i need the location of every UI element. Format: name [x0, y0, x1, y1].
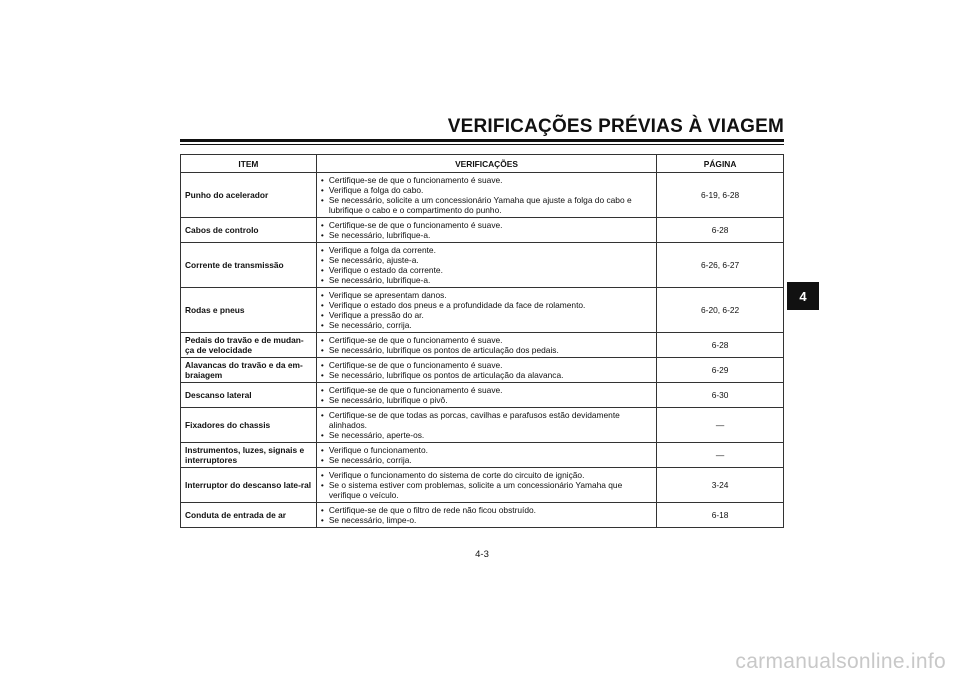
page-reference-cell: 6-19, 6-28: [657, 173, 784, 218]
table-row: [181, 503, 784, 528]
page-reference-cell: 6-18: [657, 503, 784, 528]
page-reference-cell: 6-30: [657, 383, 784, 408]
check-item: • Certifique-se de que o filtro de rede não ficou obstruído.: [321, 505, 652, 515]
item-cell: Pedais do travão e de mudan-ça de velocidade: [181, 333, 317, 358]
header-page: PÁGINA: [657, 155, 784, 173]
page-reference-cell: —: [657, 408, 784, 443]
check-item: • Se necessário, limpe-o.: [321, 515, 652, 525]
check-item: • Verifique a folga da corrente.: [321, 245, 652, 255]
check-item: • Se necessário, lubrifique o pivô.: [321, 395, 652, 405]
table-row: [181, 243, 784, 288]
check-list: [321, 220, 652, 240]
check-item: • Verifique o funcionamento do sistema de corte do circuito de ignição.: [321, 470, 652, 480]
checks-cell: [316, 173, 656, 218]
checks-cell: [316, 243, 656, 288]
checks-cell: [316, 503, 656, 528]
table-row: [181, 383, 784, 408]
table-row: [181, 468, 784, 503]
table-row: [181, 408, 784, 443]
item-cell: Rodas e pneus: [181, 288, 317, 333]
checks-cell: [316, 358, 656, 383]
table-row: [181, 333, 784, 358]
page-reference-cell: 6-28: [657, 218, 784, 243]
check-item: • Se necessário, solicite a um concessionário Yamaha que ajuste a folga do cabo e lubrifique o cabo e o compartimento do punho.: [321, 195, 652, 215]
watermark: carmanualsonline.info: [735, 650, 946, 673]
check-list: [321, 385, 652, 405]
checks-cell: [316, 408, 656, 443]
check-item: • Se necessário, lubrifique os pontos de articulação da alavanca.: [321, 370, 652, 380]
item-cell: Interruptor do descanso late-ral: [181, 468, 317, 503]
pre-ride-checklist-table: [180, 154, 784, 528]
check-item: • Certifique-se de que o funcionamento é suave.: [321, 335, 652, 345]
table-header-row: [181, 155, 784, 173]
page-reference-cell: 6-20, 6-22: [657, 288, 784, 333]
title-rule-thick: [180, 139, 784, 142]
check-item: • Verifique a pressão do ar.: [321, 310, 652, 320]
check-item: • Se necessário, corrija.: [321, 320, 652, 330]
item-cell: Cabos de controlo: [181, 218, 317, 243]
check-item: • Se necessário, lubrifique-a.: [321, 275, 652, 285]
checks-cell: [316, 443, 656, 468]
chapter-tab: 4: [787, 282, 819, 310]
item-cell: Conduta de entrada de ar: [181, 503, 317, 528]
check-list: [321, 360, 652, 380]
header-checks: VERIFICAÇÕES: [316, 155, 656, 173]
page-reference-cell: —: [657, 443, 784, 468]
check-item: • Certifique-se de que todas as porcas, cavilhas e parafusos estão devidamente alinhados.: [321, 410, 652, 430]
check-list: [321, 245, 652, 285]
title-rule-thin: [180, 144, 784, 145]
item-cell: Alavancas do travão e da em-braiagem: [181, 358, 317, 383]
table-row: [181, 173, 784, 218]
item-cell: Fixadores do chassis: [181, 408, 317, 443]
check-item: • Certifique-se de que o funcionamento é suave.: [321, 360, 652, 370]
table-row: [181, 218, 784, 243]
check-item: • Se necessário, ajuste-a.: [321, 255, 652, 265]
check-item: • Se necessário, lubrifique os pontos de articulação dos pedais.: [321, 345, 652, 355]
page-reference-cell: 3-24: [657, 468, 784, 503]
check-item: • Verifique se apresentam danos.: [321, 290, 652, 300]
check-list: [321, 335, 652, 355]
check-item: • Verifique o estado da corrente.: [321, 265, 652, 275]
page-number: 4-3: [475, 549, 489, 560]
table-row: [181, 358, 784, 383]
page-reference-cell: 6-29: [657, 358, 784, 383]
item-cell: Corrente de transmissão: [181, 243, 317, 288]
table-row: [181, 443, 784, 468]
check-list: [321, 445, 652, 465]
check-list: [321, 505, 652, 525]
page-title: VERIFICAÇÕES PRÉVIAS À VIAGEM: [447, 116, 784, 137]
check-item: • Se necessário, corrija.: [321, 455, 652, 465]
checks-cell: [316, 333, 656, 358]
checks-cell: [316, 468, 656, 503]
checks-cell: [316, 383, 656, 408]
check-item: • Certifique-se de que o funcionamento é suave.: [321, 175, 652, 185]
item-cell: Descanso lateral: [181, 383, 317, 408]
item-cell: Punho do acelerador: [181, 173, 317, 218]
table-body: [181, 173, 784, 528]
check-item: • Verifique o estado dos pneus e a profundidade da face de rolamento.: [321, 300, 652, 310]
check-list: [321, 175, 652, 215]
check-item: • Se necessário, aperte-os.: [321, 430, 652, 440]
check-list: [321, 470, 652, 500]
check-item: • Certifique-se de que o funcionamento é suave.: [321, 220, 652, 230]
check-list: [321, 290, 652, 330]
page-reference-cell: 6-26, 6-27: [657, 243, 784, 288]
check-item: • Verifique o funcionamento.: [321, 445, 652, 455]
header-item: ITEM: [181, 155, 317, 173]
check-item: • Certifique-se de que o funcionamento é suave.: [321, 385, 652, 395]
check-item: • Se necessário, lubrifique-a.: [321, 230, 652, 240]
item-cell: Instrumentos, luzes, signais e interruptores: [181, 443, 317, 468]
check-item: • Verifique a folga do cabo.: [321, 185, 652, 195]
check-list: [321, 410, 652, 440]
page-reference-cell: 6-28: [657, 333, 784, 358]
checks-cell: [316, 288, 656, 333]
checks-cell: [316, 218, 656, 243]
check-item: • Se o sistema estiver com problemas, solicite a um concessionário Yamaha que verifique o veículo.: [321, 480, 652, 500]
table-row: [181, 288, 784, 333]
